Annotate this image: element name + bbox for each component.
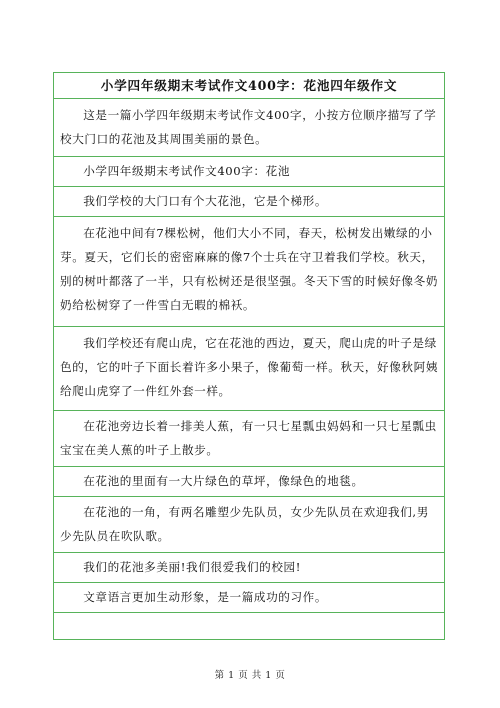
paragraph-subtitle: 小学四年级期末考试作文400字：花池 (83, 164, 291, 178)
paragraph-row (54, 217, 444, 327)
paragraph-row (54, 553, 444, 583)
paragraph-text: 在花池中间有7棵松树，他们大小不同，春天，松树发出嫩绿的小芽。夏天，它们长的密密麻麻的像7个士兵在守卫着我们学校。秋天，别的树叶都落了一半，只有松树还是很坚强。冬天下雪的时候好像冬奶奶给松树穿了一件雪白无暇的棉袄。 (60, 226, 439, 312)
paragraph-row (54, 411, 444, 467)
paragraph-row (54, 157, 444, 187)
paragraph-text: 在花池旁边长着一排美人蕉，有一只七星瓢虫妈妈和一只七星瓢虫宝宝在美人蕉的叶子上散步。 (60, 419, 437, 457)
paragraph-text: 在花池的里面有一大片绿色的草坪，像绿色的地毯。 (83, 474, 364, 488)
document-title: 小学四年级期末考试作文400字：花池四年级作文 (54, 73, 444, 99)
paragraph-row (54, 497, 444, 553)
paragraph-row (54, 583, 444, 613)
paragraph-text: 我们学校的大门口有个大花池，它是个梯形。 (83, 194, 328, 208)
paragraph-text: 我们学校还有爬山虎，它在花池的西边，夏天，爬山虎的叶子是绿色的，它的叶子下面长着许多小果子，像葡萄一样。秋天，好像秋阿姨给爬山虎穿了一件红外套一样。 (60, 336, 439, 398)
paragraph-text: 在花池的一角，有两名雕塑少先队员，女少先队员在欢迎我们,男少先队员在吹队歌。 (60, 505, 429, 543)
paragraph-row (54, 327, 444, 411)
paragraph-intro: 这是一篇小学四年级期末考试作文400字，小按方位顺序描写了学校大门口的花池及其周围美丽的景色。 (60, 108, 437, 146)
paragraph-row (54, 187, 444, 217)
essay-table (53, 72, 445, 640)
paragraph-text: 我们的花池多美丽!我们很爱我们的校园! (83, 560, 302, 574)
empty-row (54, 613, 444, 639)
paragraph-row (54, 467, 444, 497)
paragraph-comment: 文章语言更加生动形象，是一篇成功的习作。 (83, 590, 328, 604)
paragraph-row (54, 99, 444, 157)
page-number: 第 1 页 共 1 页 (214, 670, 286, 681)
